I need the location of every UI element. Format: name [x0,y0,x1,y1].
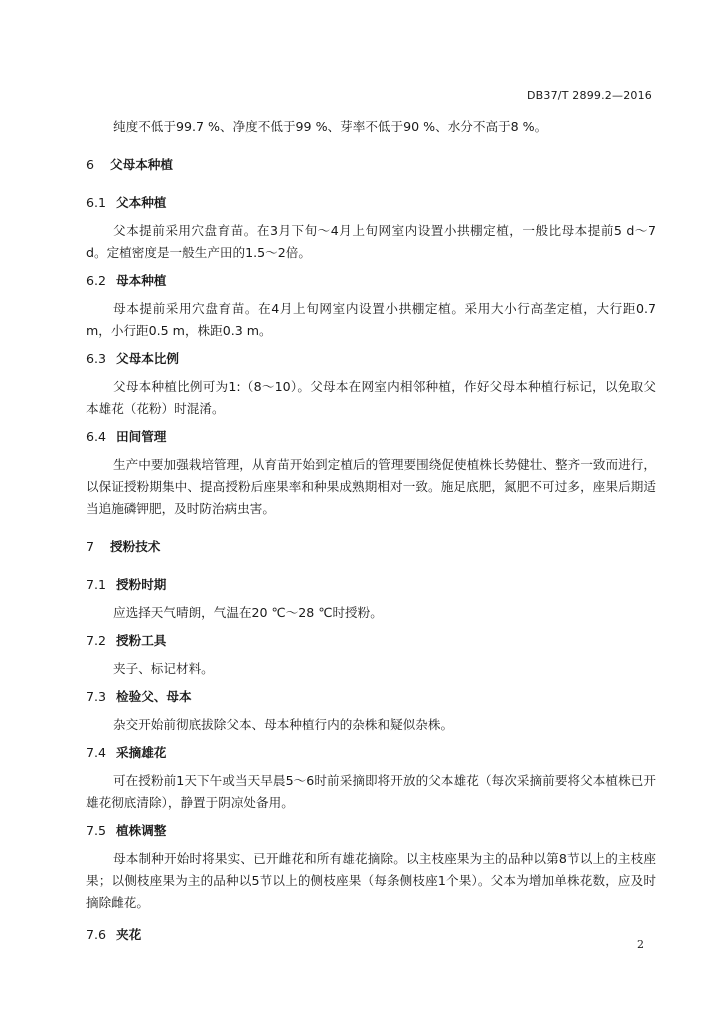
subsection-title: 父本种植 [116,195,167,210]
intro-paragraph: 纯度不低于99.7 %、净度不低于99 %、芽率不低于90 %、水分不高于8 %。 [113,119,548,134]
subsection-title: 检验父、母本 [116,689,192,704]
subsection-number: 6.1 [86,195,107,210]
section-title: 父母本种植 [110,157,173,172]
subsection-title: 采摘雄花 [116,745,167,760]
section-title: 授粉技术 [110,539,161,554]
page-content [86,116,656,946]
subsection-7-3-heading [86,686,656,708]
subsection-number: 6.4 [86,429,107,444]
subsection-number: 7.3 [86,689,107,704]
subsection-6-4-text: 生产中要加强栽培管理，从育苗开始到定植后的管理要围绕促使植株长势健壮、整齐一致而进行，以保证授粉期集中、提高授粉后座果率和种果成熟期相对一致。施足底肥，氮肥不可过多，座果后期适当追施磷钾肥，及时防治病虫害。 [86,457,656,516]
subsection-7-5-heading [86,820,656,842]
subsection-6-1-heading [86,192,656,214]
subsection-number: 7.1 [86,577,107,592]
subsection-title: 授粉工具 [116,633,167,648]
subsection-6-2-heading [86,270,656,292]
subsection-title: 父母本比例 [116,351,179,366]
subsection-7-5-text: 母本制种开始时将果实、已开雌花和所有雄花摘除。以主枝座果为主的品种以第8节以上的主枝座果；以侧枝座果为主的品种以5节以上的侧枝座果（每条侧枝座1个果）。父本为增加单株花数，应及时摘除雌花。 [86,851,656,910]
section-number: 7 [86,539,95,554]
subsection-title: 田间管理 [116,429,167,444]
subsection-6-1-text: 父本提前采用穴盘育苗。在3月下旬～4月上旬网室内设置小拱棚定植，一般比母本提前5 d～7 d。定植密度是一般生产田的1.5～2倍。 [86,223,656,260]
subsection-6-4-heading [86,426,656,448]
page-number: 2 [637,938,644,951]
subsection-number: 7.2 [86,633,107,648]
subsection-title: 植株调整 [116,823,167,838]
subsection-number: 6.2 [86,273,107,288]
subsection-6-2-text: 母本提前采用穴盘育苗。在4月上旬网室内设置小拱棚定植。采用大小行高垄定植，大行距0.7 m，小行距0.5 m，株距0.3 m。 [86,301,656,338]
subsection-number: 7.6 [86,927,107,942]
subsection-title: 夹花 [116,927,142,942]
subsection-6-3-heading [86,348,656,370]
subsection-7-3-text: 杂交开始前彻底拔除父本、母本种植行内的杂株和疑似杂株。 [113,717,454,732]
section-7-heading [86,536,656,558]
subsection-number: 7.4 [86,745,107,760]
subsection-7-6-heading [86,924,656,946]
subsection-7-1-heading [86,574,656,596]
subsection-title: 授粉时期 [116,577,167,592]
subsection-title: 母本种植 [116,273,167,288]
subsection-7-4-heading [86,742,656,764]
subsection-number: 6.3 [86,351,107,366]
subsection-7-2-heading [86,630,656,652]
subsection-7-2-text: 夹子、标记材料。 [113,661,214,676]
subsection-6-3-text: 父母本种植比例可为1:（8～10）。父母本在网室内相邻种植，作好父母本种植行标记，以免取父本雄花（花粉）时混淆。 [86,379,656,416]
section-6-heading [86,154,656,176]
subsection-7-4-text: 可在授粉前1天下午或当天早晨5～6时前采摘即将开放的父本雄花（每次采摘前要将父本植株已开雄花彻底清除），静置于阴凉处备用。 [86,773,656,810]
subsection-number: 7.5 [86,823,107,838]
section-number: 6 [86,157,95,172]
subsection-7-1-text: 应选择天气晴朗，气温在20 ℃～28 ℃时授粉。 [113,605,383,620]
document-code: DB37/T 2899.2—2016 [526,89,652,102]
